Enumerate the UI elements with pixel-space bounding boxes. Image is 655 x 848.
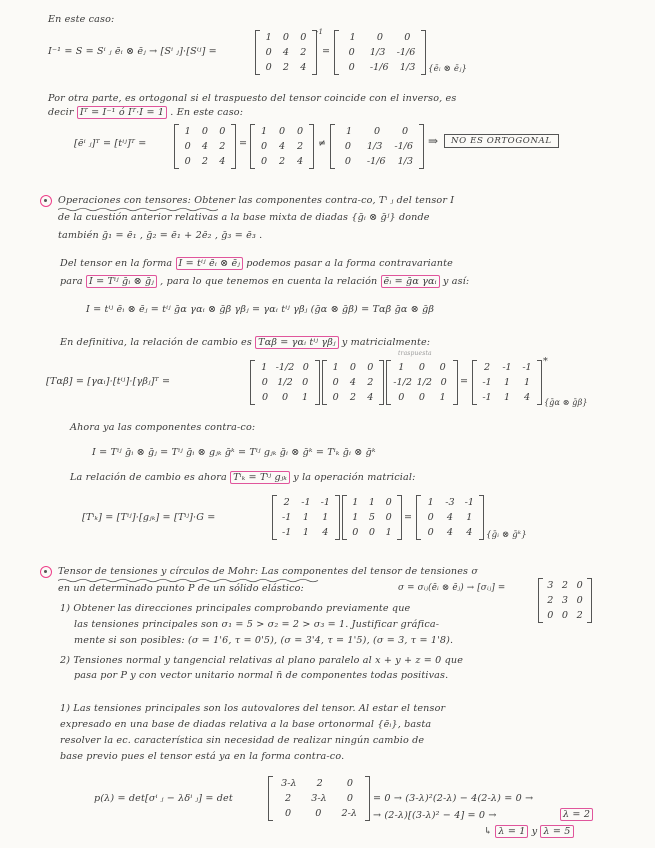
section-bullet-2 xyxy=(40,566,52,578)
section1-line4: Del tensor en la forma I = tⁱʲ ēᵢ ⊗ ēⱼ podemos pasar a la forma contravariante xyxy=(60,258,453,269)
section1-line10: La relación de cambio es ahora Tⁱₖ = Tⁱʲ gⱼₖ y la operación matricial: xyxy=(70,472,416,483)
section1-line6: I = tⁱʲ ēᵢ ⊗ ēⱼ = tⁱʲ ḡα γαᵢ ⊗ ḡβ γβⱼ = γαᵢ tⁱʲ γβⱼ (ḡα ⊗ ḡβ) = Tαβ ḡα ⊗ ḡβ xyxy=(86,304,435,315)
orthogonal-condition-box: Iᵀ = I⁻¹ ó Iᵀ·I = 1 xyxy=(77,106,167,119)
section1-title: Operaciones con tensores: Obtener las componentes contra-co, Tⁱ ⱼ del tensor I xyxy=(58,195,455,206)
section2-title: Tensor de tensiones y círculos de Mohr: Las componentes del tensor de tensiones σ xyxy=(58,566,479,577)
matrix-contravariant-result: 2 -1 -1 -1 1 1 -1 1 4 xyxy=(472,360,542,405)
asterisk-mark: * xyxy=(543,356,548,367)
section1-line8: Ahora ya las componentes contra-co: xyxy=(70,422,256,433)
matrix-transpose: 1 0 0 0 4 2 0 2 4 xyxy=(174,124,236,169)
answer1-line2: expresado en una base de diadas relativa a la base ortonormal {ēᵢ}, basta xyxy=(60,719,432,730)
equals-sign-4: = xyxy=(404,512,413,523)
corner-arrow-icon: ↳ xyxy=(484,826,493,837)
section1-line5: para I = Tⁱʲ ḡᵢ ⊗ ḡⱼ , para lo que tenemos en cuenta la relación ēᵢ = ḡα γαᵢ y así: xyxy=(60,276,470,287)
transpose-lhs: [ēⁱ ⱼ]ᵀ = [tⁱʲ]ᵀ = xyxy=(74,138,147,149)
implies-arrow-icon: ⇒ xyxy=(428,134,439,148)
matrix-char-poly: 3-λ 2 0 2 3-λ 0 0 0 2-λ xyxy=(268,776,370,821)
transpose-note: traspuesta xyxy=(398,350,432,357)
section1-line3: también ḡ₁ = ē₁ , ḡ₂ = ē₁ + 2ē₂ , ḡ₃ = ē₃ . xyxy=(58,230,263,241)
answer1-line4: base previo pues el tensor está ya en la forma contra-co. xyxy=(60,751,345,762)
question2-line1: 2) Tensiones normal y tangencial relativas al plano paralelo al x + y + z = 0 que xyxy=(60,655,464,666)
inverse-equation-lhs: I⁻¹ = S = Sⁱ ⱼ ēᵢ ⊗ ēⱼ → [Sⁱ ⱼ]·[Sⁱʲ] = xyxy=(48,46,217,57)
inverse-mark: -1 xyxy=(316,28,324,36)
basis-label-2: {ḡα ⊗ ḡβ} xyxy=(544,398,588,407)
matrix-mixed-result: 1 -3 -1 0 4 1 0 4 4 xyxy=(416,495,484,540)
root-box-2-wrap xyxy=(560,809,593,820)
matrix-G: 1 1 0 1 5 0 0 0 1 xyxy=(342,495,402,540)
not-orthogonal-box: NO ES ORTOGONAL xyxy=(444,134,559,148)
matrix-gamma: 1 -1/2 0 0 1/2 0 0 0 1 xyxy=(250,360,320,405)
root-box-5: λ = 5 xyxy=(540,825,573,838)
contravariant-form-box: I = Tⁱʲ ḡᵢ ⊗ ḡⱼ xyxy=(86,275,157,288)
root-box-2: λ = 2 xyxy=(560,808,593,821)
not-equal-sign: ≠ xyxy=(318,138,327,149)
section2-line2: en un determinado punto P de un sólido elástico: xyxy=(58,583,304,594)
change-relation-box: Tαβ = γαᵢ tⁱʲ γβⱼ xyxy=(255,336,339,349)
matrix-inverse-2: 1 0 0 0 1/3 -1/6 0 -1/6 1/3 xyxy=(330,124,424,169)
basis-label-3: {ḡᵢ ⊗ ḡᵏ} xyxy=(486,530,527,540)
basis-relation-box: ēᵢ = ḡα γαᵢ xyxy=(381,275,440,288)
matrix-original: 1 0 0 0 4 2 0 2 4 xyxy=(250,124,314,169)
intro-line: En este caso: xyxy=(48,14,115,25)
equals-sign-3: = xyxy=(460,376,469,387)
basis-label-1: {ēᵢ ⊗ ēⱼ} xyxy=(428,64,468,74)
matrix-t-components: 1 0 0 0 4 2 0 2 4 xyxy=(322,360,384,405)
orthogonal-text-line2: decir Iᵀ = I⁻¹ ó Iᵀ·I = 1 . En este caso: xyxy=(48,107,244,118)
char-poly-lhs: p(λ) = det[σⁱ ⱼ − λδⁱ ⱼ] = det xyxy=(94,793,233,804)
char-poly-rhs1: = 0 → (3-λ)²(2-λ) − 4(2-λ) = 0 → xyxy=(373,793,534,804)
roots-line: ↳ λ = 1 y λ = 5 xyxy=(484,826,574,837)
answer1-line3: resolver la ec. característica sin necesidad de realizar ningún cambio de xyxy=(60,735,425,746)
section-bullet-1 xyxy=(40,195,52,207)
orthogonal-text-line1: Por otra parte, es ortogonal si el traspuesto del tensor coincide con el inverso, es xyxy=(48,93,457,104)
section1-line2: de la cuestión anterior relativas a la base mixta de diadas {ḡᵢ ⊗ ḡʲ} donde xyxy=(58,212,430,223)
matrix-t-inverse: 1 0 0 0 1/3 -1/6 0 -1/6 1/3 xyxy=(334,30,426,75)
matrix-eq-lhs: [Tαβ] = [γαᵢ]·[tⁱʲ]·[γβⱼ]ᵀ = xyxy=(46,376,171,387)
matrix-t: 1 0 0 0 4 2 0 2 4 xyxy=(255,30,317,75)
matrix-T-contra: 2 -1 -1 -1 1 1 -1 1 4 xyxy=(272,495,340,540)
matrix-eq2-lhs: [Tⁱₖ] = [Tⁱʲ]·[gⱼₖ] = [Tⁱʲ]·G = xyxy=(82,512,216,523)
section1-line9: I = Tⁱʲ ḡᵢ ⊗ ḡⱼ = Tⁱʲ ḡᵢ ⊗ gⱼₖ ḡᵏ = Tⁱʲ gⱼₖ ḡᵢ ⊗ ḡᵏ = Tⁱₖ ḡᵢ ⊗ ḡᵏ xyxy=(92,447,376,458)
question1-line2: las tensiones principales son σ₁ = 5 > σ₂ = 2 > σ₃ = 1. Justificar gráfica- xyxy=(74,619,440,630)
mixed-relation-box: Tⁱₖ = Tⁱʲ gⱼₖ xyxy=(230,471,290,484)
question1-line3: mente si son posibles: (σ = 1'6, τ = 0'5), (σ = 3'4, τ = 1'5), (σ = 3, τ = 1'8). xyxy=(74,635,454,646)
equals-sign: = xyxy=(322,46,331,57)
root-box-1: λ = 1 xyxy=(495,825,528,838)
answer1-line1: 1) Las tensiones principales son los autovalores del tensor. Al estar el tensor xyxy=(60,703,446,714)
sigma-definition: σ = σᵢⱼ(ēᵢ ⊗ ēⱼ) → [σᵢⱼ] = xyxy=(398,583,506,593)
equals-sign-2: = xyxy=(239,138,248,149)
matrix-gamma-transpose: 1 0 0 -1/2 1/2 0 0 0 1 xyxy=(386,360,458,405)
covariant-form-box: I = tⁱʲ ēᵢ ⊗ ēⱼ xyxy=(176,257,244,270)
section1-line7: En definitiva, la relación de cambio es Tαβ = γαᵢ tⁱʲ γβⱼ y matricialmente: xyxy=(60,337,431,348)
char-poly-rhs2: → (2-λ)[(3-λ)² − 4] = 0 → xyxy=(373,810,497,821)
matrix-sigma: 3 2 0 2 3 0 0 0 2 xyxy=(538,578,592,623)
question2-line2: pasa por P y con vector unitario normal n̄ de componentes todas positivas. xyxy=(74,670,449,681)
question1-line1: 1) Obtener las direcciones principales comprobando previamente que xyxy=(60,603,411,614)
